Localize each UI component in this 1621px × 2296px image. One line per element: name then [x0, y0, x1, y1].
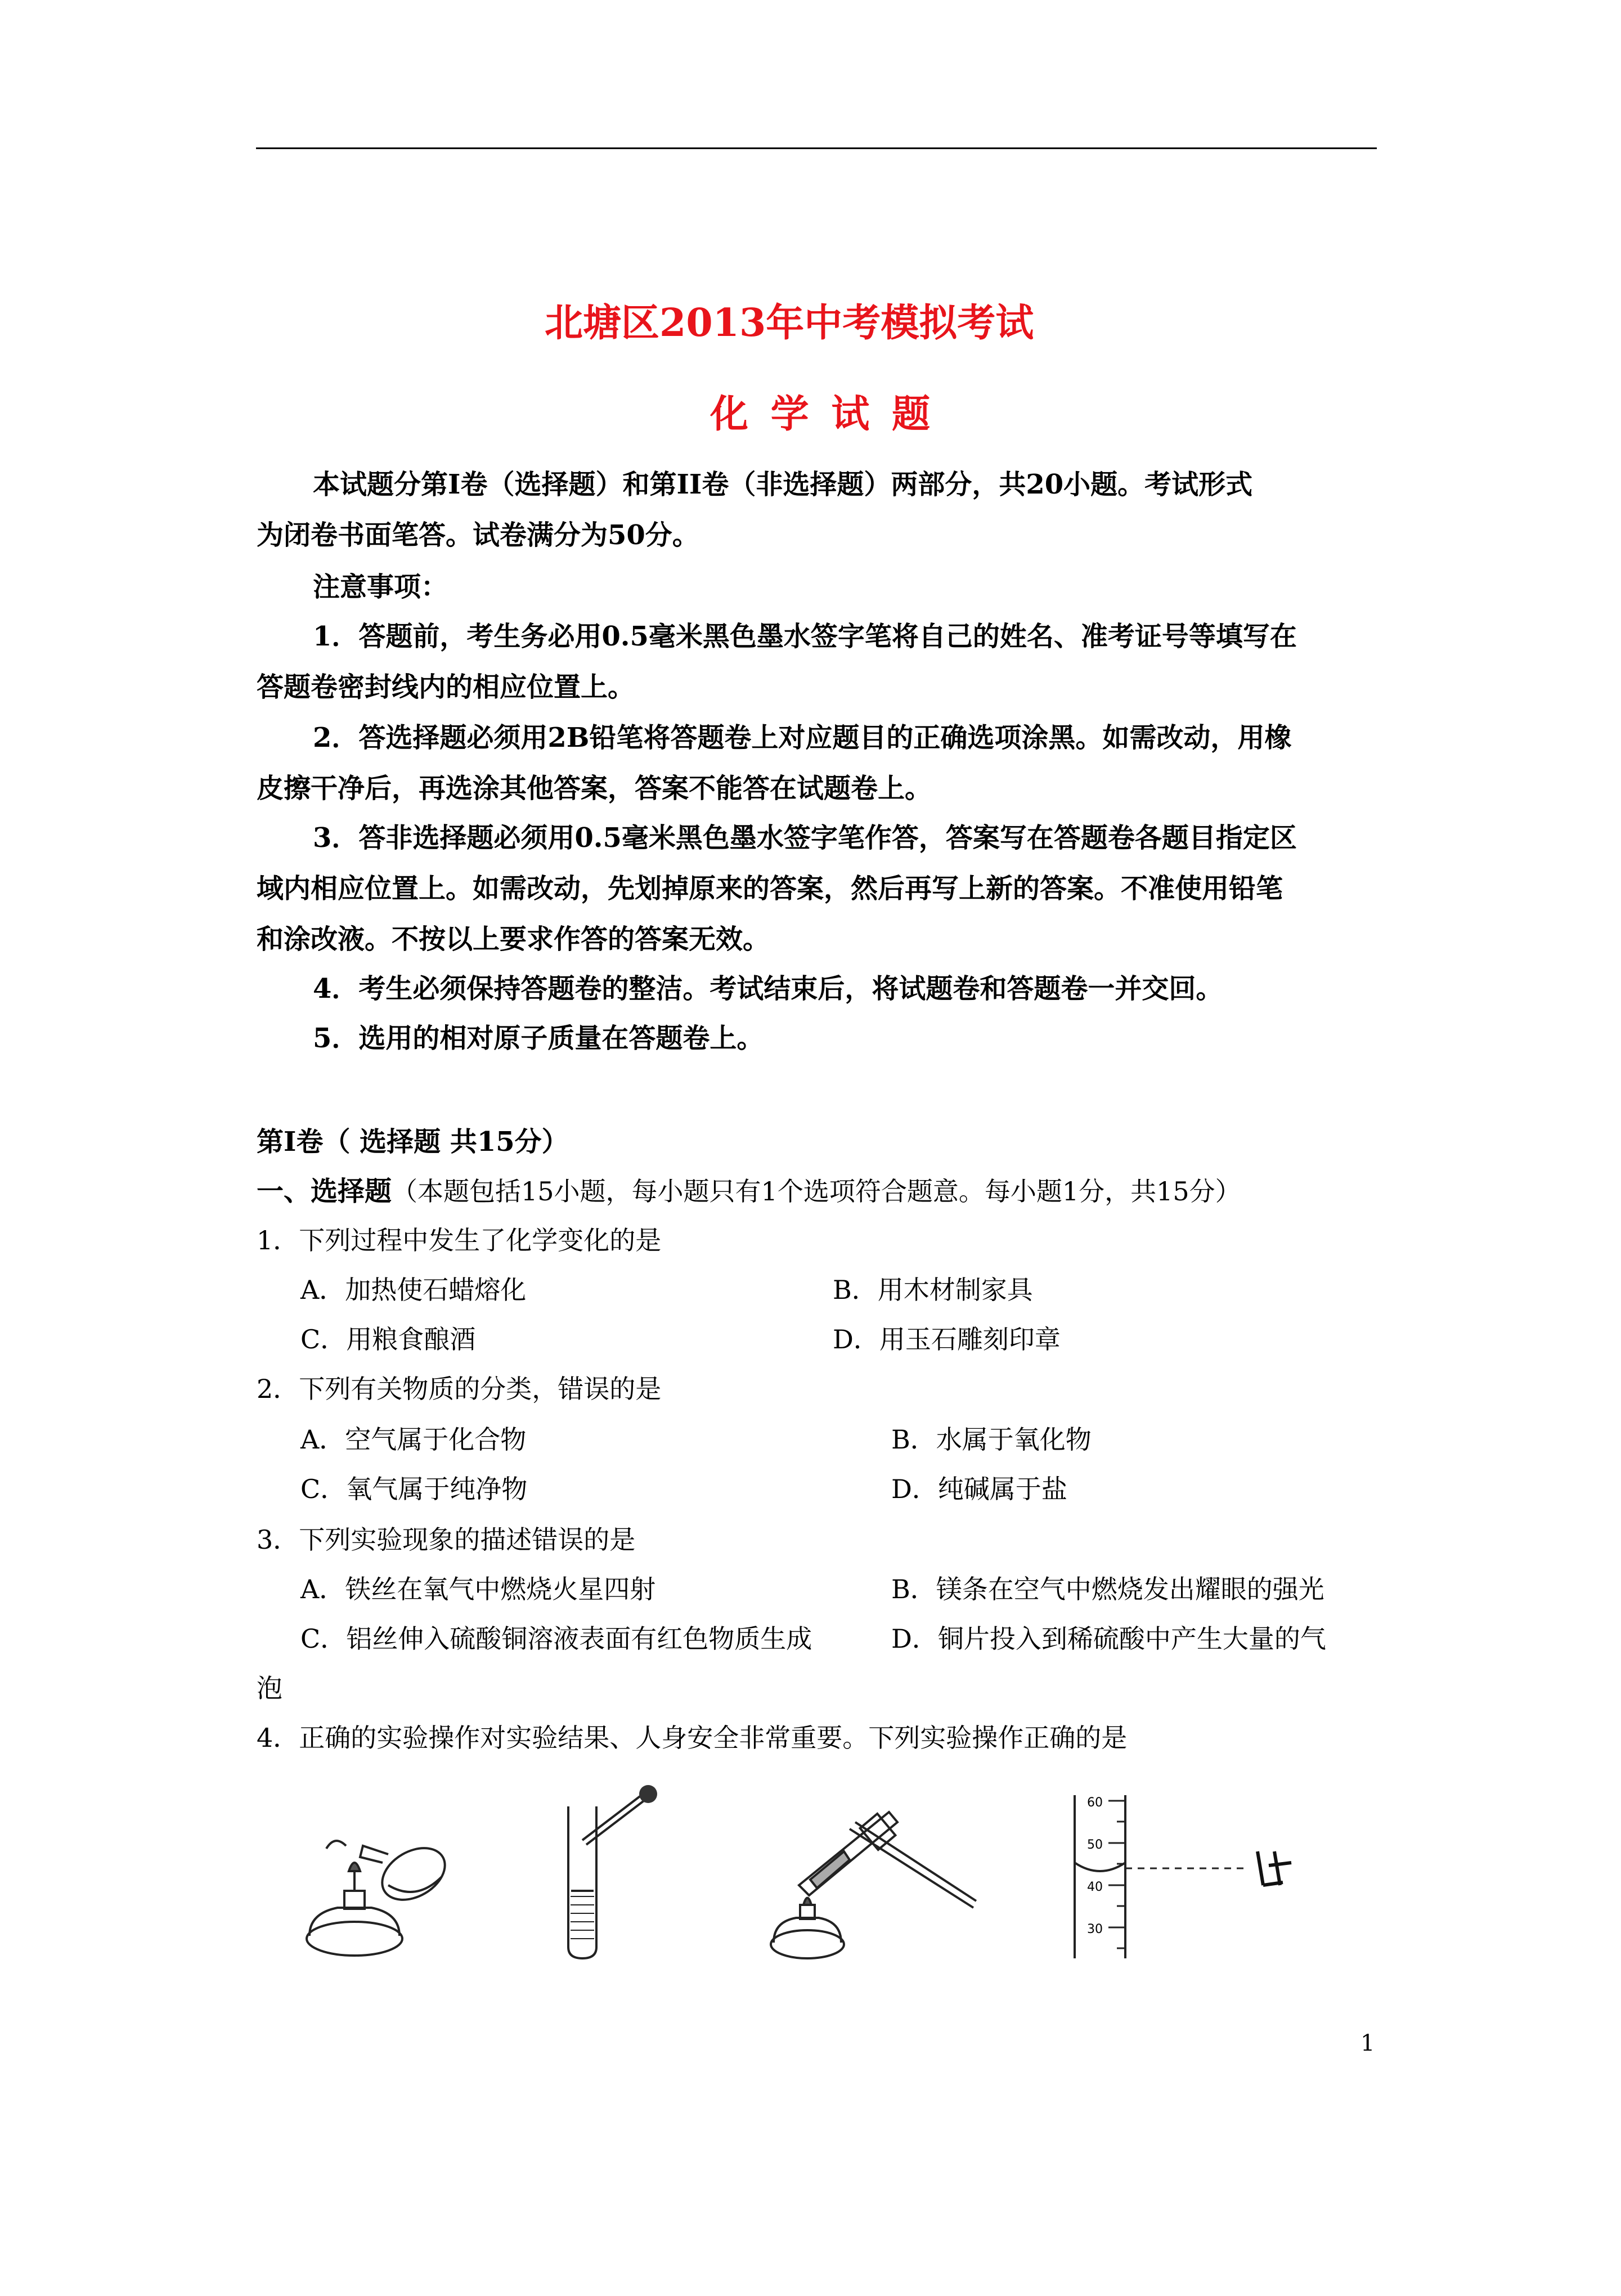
- part-label: 一、选择题: [257, 1176, 392, 1207]
- note-3-line-2: 域内相应位置上。如需改动，先划掉原来的答案，然后再写上新的答案。不准使用铅笔: [257, 873, 1283, 904]
- note-1-line-2: 答题卷密封线内的相应位置上。: [257, 671, 635, 703]
- cylinder-tick-30: 30: [1087, 1922, 1103, 1936]
- note-5: 5．选用的相对原子质量在答题卷上。: [313, 1023, 764, 1054]
- question-3-stem: 3．下列实验现象的描述错误的是: [257, 1524, 636, 1555]
- note-2-line-2: 皮擦干净后，再选涂其他答案，答案不能答在试题卷上。: [257, 773, 932, 804]
- note-3-line-3: 和涂改液。不按以上要求作答的答案无效。: [257, 923, 770, 955]
- question-2-stem: 2．下列有关物质的分类，错误的是: [257, 1374, 662, 1404]
- subject-title: 化 学 试 题: [710, 392, 935, 437]
- question-2-option-c: C．氧气属于纯净物: [300, 1474, 528, 1504]
- note-4: 4．考生必须保持答题卷的整洁。考试结束后，将试题卷和答题卷一并交回。: [313, 973, 1223, 1004]
- question-3-option-d-continued: 泡: [257, 1673, 282, 1703]
- header-rule: [256, 147, 1377, 149]
- note-2-line-1: 2．答选择题必须用2B铅笔将答题卷上对应题目的正确选项涂黑。如需改动，用橡: [313, 722, 1292, 754]
- question-3-option-b: B．镁条在空气中燃烧发出耀眼的强光: [891, 1574, 1324, 1604]
- question-3-option-c: C．铝丝伸入硫酸铜溶液表面有红色物质生成: [300, 1624, 812, 1654]
- question-2-option-d: D．纯碱属于盐: [891, 1474, 1067, 1504]
- question-1-option-b: B．用木材制家具: [833, 1275, 1033, 1305]
- cylinder-tick-40: 40: [1087, 1880, 1103, 1894]
- figure-dropper-test-tube: [551, 1784, 664, 1964]
- question-2-option-b: B．水属于氧化物: [891, 1424, 1092, 1455]
- notice-label: 注意事项：: [313, 571, 448, 603]
- figure-lighting-alcohol-lamp: [293, 1823, 473, 1970]
- question-1-option-a: A．加热使石蜡熔化: [300, 1275, 527, 1305]
- question-3-option-a: A．铁丝在氧气中燃烧火星四射: [300, 1574, 656, 1604]
- figure-measuring-cylinder: [1069, 1790, 1305, 1964]
- question-1-option-c: C．用粮食酿酒: [300, 1324, 476, 1355]
- eye-icon: [1258, 1851, 1291, 1885]
- figure-heating-test-tube: [765, 1795, 979, 1970]
- note-1-line-1: 1．答题前，考生务必用0.5毫米黑色墨水签字笔将自己的姓名、准考证号等填写在: [313, 621, 1297, 652]
- question-3-option-d: D．铜片投入到稀硫酸中产生大量的气: [891, 1624, 1326, 1654]
- cylinder-tick-50: 50: [1087, 1838, 1103, 1852]
- intro-line-1: 本试题分第Ⅰ卷（选择题）和第II卷（非选择题）两部分，共20小题。考试形式: [313, 469, 1253, 500]
- intro-line-2: 为闭卷书面笔答。试卷满分为50分。: [257, 519, 699, 551]
- question-4-stem: 4．正确的实验操作对实验结果、人身安全非常重要。下列实验操作正确的是: [257, 1723, 1128, 1753]
- exam-title: 北塘区2013年中考模拟考试: [545, 301, 1034, 346]
- question-1-option-d: D．用玉石雕刻印章: [833, 1324, 1061, 1355]
- note-3-line-1: 3．答非选择题必须用0.5毫米黑色墨水签字笔作答，答案写在答题卷各题目指定区: [313, 822, 1297, 854]
- question-1-stem: 1．下列过程中发生了化学变化的是: [257, 1225, 662, 1255]
- part-description: （本题包括15小题，每小题只有1个选项符合题意。每小题1分，共15分）: [392, 1176, 1241, 1207]
- page-number: 1: [1360, 2030, 1375, 2056]
- part-heading: [257, 1169, 1241, 1208]
- cylinder-tick-60: 60: [1087, 1796, 1103, 1810]
- question-2-option-a: A．空气属于化合物: [300, 1424, 527, 1455]
- section-1-heading: 第Ⅰ卷（ 选择题 共15分）: [257, 1126, 569, 1158]
